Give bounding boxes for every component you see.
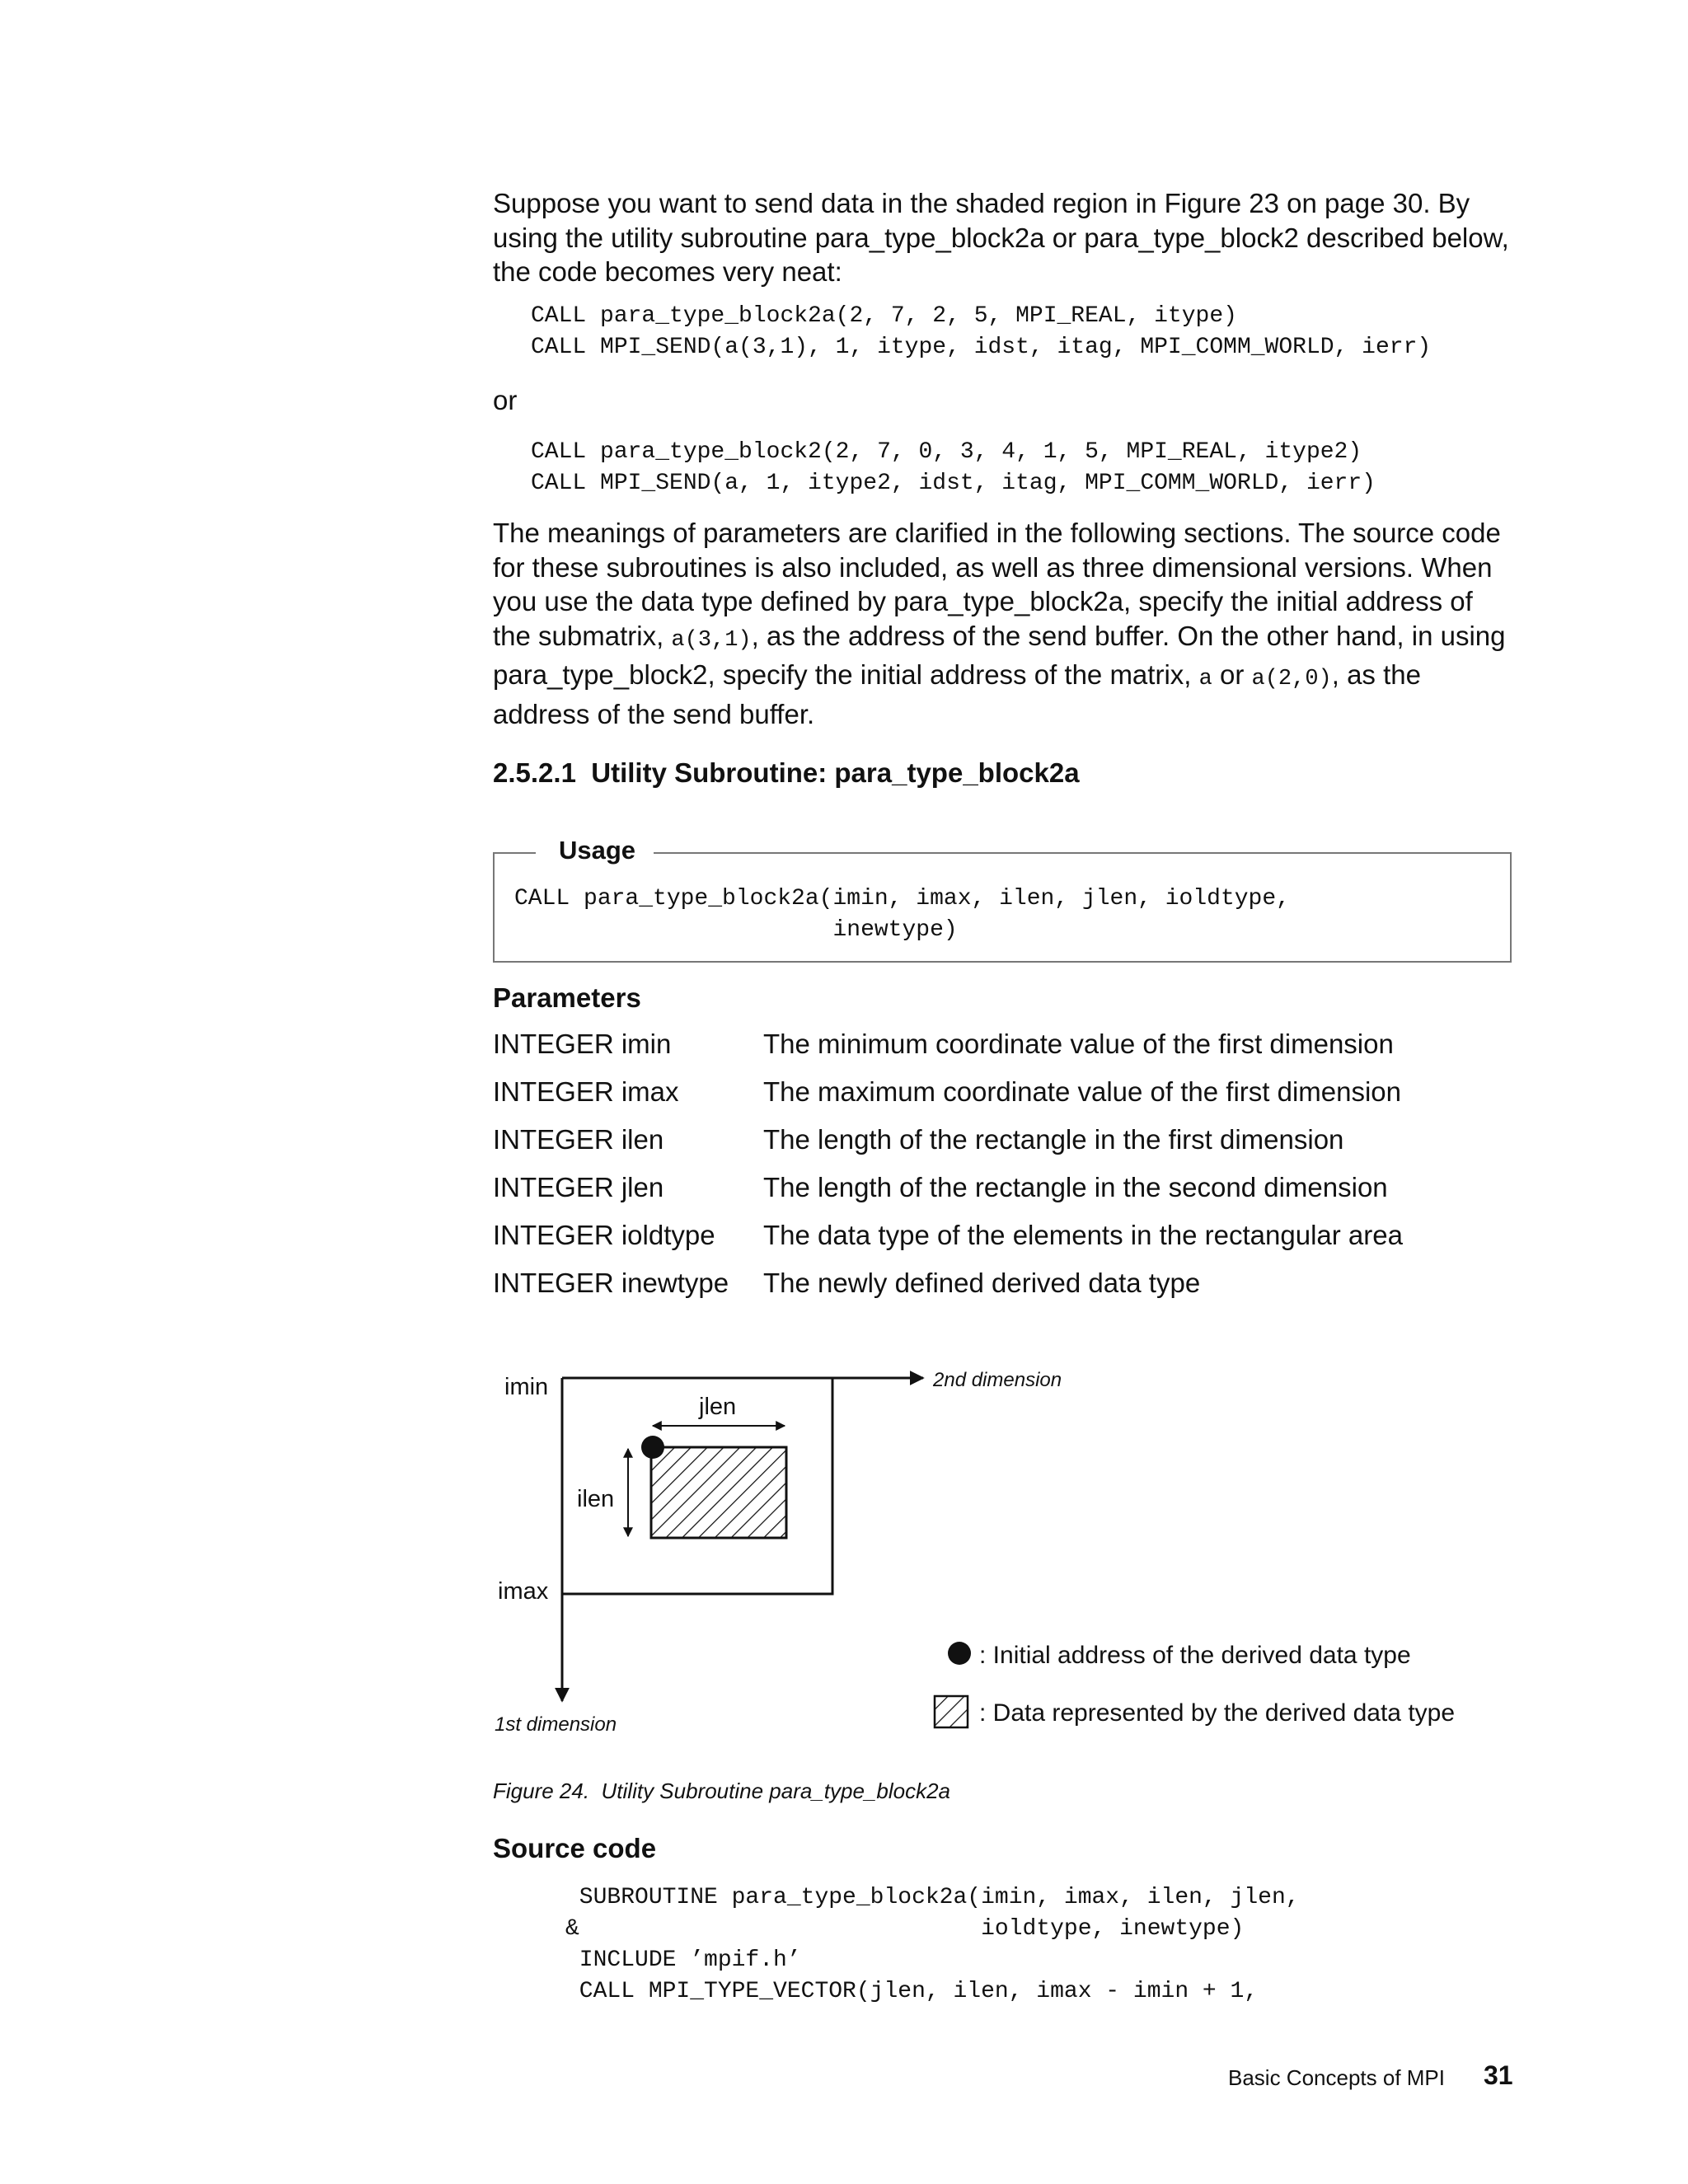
param-name: INTEGER imax <box>493 1076 679 1107</box>
usage-code <box>514 883 1290 946</box>
dim1-label: 1st dimension <box>495 1713 617 1736</box>
code-line: CALL MPI_SEND(a(3,1), 1, itype, idst, itag, MPI_COMM_WORLD, ierr) <box>531 334 1432 360</box>
code-line: SUBROUTINE para_type_block2a(imin, imax, ilen, jlen, <box>565 1885 1300 1910</box>
usage-box <box>493 836 1512 963</box>
inline-code: a(2,0) <box>1251 667 1332 691</box>
param-desc: The maximum coordinate value of the first dimension <box>763 1076 1402 1107</box>
jlen-label: jlen <box>699 1394 737 1420</box>
legend-initial: : Initial address of the derived data type <box>979 1642 1411 1669</box>
param-name: INTEGER jlen <box>493 1172 664 1202</box>
param-desc: The length of the rectangle in the first dimension <box>763 1124 1344 1155</box>
param-name: INTEGER ilen <box>493 1124 664 1155</box>
param-name: INTEGER ioldtype <box>493 1220 715 1250</box>
code-line: INCLUDE ’mpif.h’ <box>565 1947 801 1973</box>
main-content <box>493 186 1515 789</box>
legend-dot-icon <box>948 1642 971 1665</box>
dim2-label: 2nd dimension <box>933 1369 1062 1391</box>
or-text: or <box>493 384 518 415</box>
figure-caption: Figure 24. Utility Subroutine para_type_block2a <box>493 1779 950 1803</box>
source-code-block <box>565 1882 1300 2008</box>
imax-label: imax <box>498 1578 549 1605</box>
section-heading: 2.5.2.1 Utility Subroutine: para_type_block2a <box>493 757 1080 788</box>
ilen-label: ilen <box>577 1486 615 1512</box>
code-line: inewtype) <box>514 917 958 943</box>
text-run: or <box>1212 659 1252 690</box>
legend-data: : Data represented by the derived data type <box>979 1699 1456 1727</box>
initial-address-dot <box>641 1436 664 1459</box>
param-name: INTEGER imin <box>493 1029 672 1059</box>
param-name: INTEGER inewtype <box>493 1268 729 1298</box>
imin-label: imin <box>504 1374 549 1400</box>
hatched-region <box>651 1447 786 1538</box>
parameters-heading: Parameters <box>493 982 641 1013</box>
legend-hatch-icon <box>935 1696 968 1727</box>
param-desc: The minimum coordinate value of the first dimension <box>763 1029 1394 1059</box>
param-desc: The length of the rectangle in the second dimension <box>763 1172 1388 1202</box>
text-run: , as the address of the send buffer. <box>493 659 1421 729</box>
code-line: CALL para_type_block2a(imin, imax, ilen, jlen, ioldtype, <box>514 886 1290 912</box>
footer-chapter: Basic Concepts of MPI <box>1228 2065 1445 2090</box>
code-line: CALL para_type_block2a(2, 7, 2, 5, MPI_REAL, itype) <box>531 302 1237 329</box>
explanation-paragraph <box>493 516 1515 731</box>
inline-code: a <box>1198 667 1212 691</box>
intro-paragraph: Suppose you want to send data in the shaded region in Figure 23 on page 30. By using the utility subroutine para_type_block2a or para_type_block2 described below, the code becomes very neat: <box>493 188 1509 287</box>
usage-title: Usage <box>536 834 654 867</box>
page-number: 31 <box>1484 2060 1513 2090</box>
matrix-outline <box>562 1378 832 1594</box>
inline-code: a(3,1) <box>671 627 752 653</box>
code-line: CALL para_type_block2(2, 7, 0, 3, 4, 1, 5, MPI_REAL, itype2) <box>531 439 1362 465</box>
param-desc: The newly defined derived data type <box>763 1268 1201 1298</box>
code-line: CALL MPI_TYPE_VECTOR(jlen, ilen, imax - imin + 1, <box>565 1979 1259 2004</box>
text-run: The meanings of parameters are clarified in the following sections. The source code for these subroutines is also included, as well as three dimensional versions. When you use the data type defined by para_type_block2a, specify the initial address of the submatrix, <box>493 518 1501 651</box>
code-line: & ioldtype, inewtype) <box>565 1916 1245 1942</box>
text-run: , as the address of the send buffer. On the other hand, in using para_type_block2, specify the initial address of the matrix, <box>493 620 1506 690</box>
source-code-heading: Source code <box>493 1833 657 1863</box>
param-desc: The data type of the elements in the rectangular area <box>763 1220 1403 1250</box>
code-block-2 <box>531 437 1515 499</box>
code-block-1 <box>531 301 1515 363</box>
code-line: CALL MPI_SEND(a, 1, itype2, idst, itag, MPI_COMM_WORLD, ierr) <box>531 471 1376 496</box>
